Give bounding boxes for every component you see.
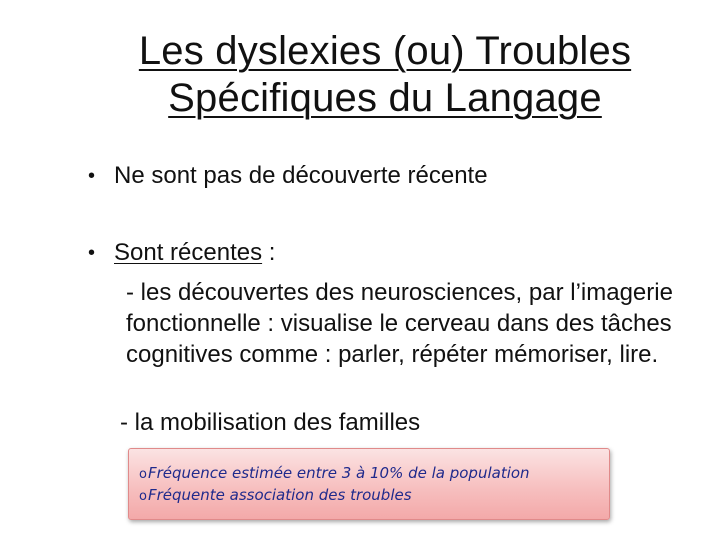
- bullet-text-underlined: Sont récentes: [114, 239, 263, 266]
- bullet-marker: •: [88, 165, 96, 187]
- slide-title-line-1: Les dyslexies (ou) Troubles: [138, 29, 632, 73]
- sub-point: - les découvertes des neurosciences, par l’imagerie fonctionnelle : visualise le cerveau dans des tâches cognitives comme : parler, répéter mémoriser, lire.: [126, 279, 673, 368]
- note-item: [139, 463, 601, 485]
- bullet-marker: •: [88, 242, 96, 264]
- bullet-text: Ne sont pas de découverte récente: [114, 162, 488, 189]
- bullet-item: [88, 161, 488, 191]
- note-marker: o: [139, 489, 147, 504]
- note-box: [128, 448, 610, 520]
- note-item: [139, 485, 601, 507]
- note-text: Fréquence estimée entre 3 à 10% de la population: [147, 464, 530, 482]
- bullet-item: [88, 238, 275, 268]
- bullet-text-suffix: :: [262, 239, 276, 266]
- slide-title: [0, 28, 720, 122]
- note-text: Fréquente association des troubles: [147, 486, 412, 504]
- slide-title-line-2: Spécifiques du Langage: [168, 76, 602, 120]
- sub-point: - la mobilisation des familles: [120, 409, 421, 436]
- note-marker: o: [139, 467, 147, 482]
